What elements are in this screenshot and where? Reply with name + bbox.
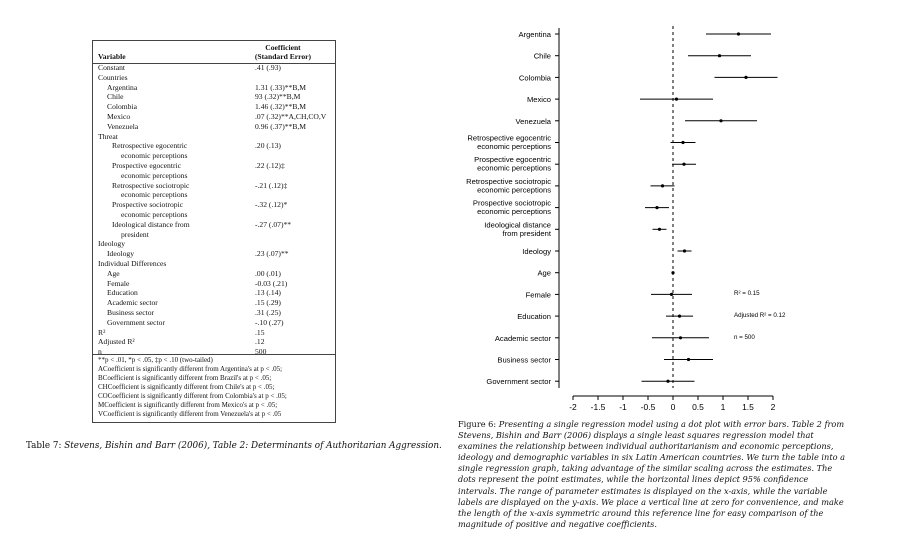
x-tick-label: 2: [770, 402, 776, 412]
y-axis-label: Business sector: [497, 355, 551, 365]
x-tick-label: 1.5: [742, 402, 754, 412]
row-label: Individual Differences: [98, 258, 167, 268]
table-row: [93, 132, 335, 142]
y-axis-label: Ideology: [522, 247, 551, 256]
y-axis-label: Age: [537, 268, 551, 278]
x-tick-label: -1: [619, 402, 627, 412]
row-coefficient: -0.03 (.21): [255, 278, 288, 288]
point-estimate: [655, 206, 658, 209]
coefficient-header-line2: (Standard Error): [254, 52, 312, 61]
point-estimate: [719, 119, 722, 122]
row-coefficient: .07 (.32)**A,CH,CO,V: [255, 111, 327, 121]
point-estimate: [687, 358, 690, 361]
row-label: Constant: [98, 63, 126, 72]
table-note: BCoefficient is significantly different from Brazil's at p < .05;: [98, 374, 272, 382]
table-row: [93, 249, 335, 259]
point-estimate: [718, 54, 721, 57]
y-axis-label: Retrospective egocentric: [467, 133, 551, 143]
y-axis-label: Prospective egocentric: [474, 155, 551, 165]
table-row: [93, 279, 335, 289]
row-coefficient: 1.46 (.32)**B,M: [255, 102, 307, 112]
row-label: Business sector: [107, 307, 155, 317]
row-coefficient: -.21 (.12)‡: [255, 180, 288, 190]
point-estimate: [675, 98, 678, 101]
row-label: economic perceptions: [121, 209, 188, 219]
row-label: Prospective sociotropic: [112, 200, 184, 210]
row-label: economic perceptions: [121, 151, 188, 161]
table-row: [93, 151, 335, 161]
point-estimate: [737, 32, 740, 35]
x-tick-label: -0.5: [640, 402, 656, 412]
row-label: Mexico: [107, 111, 131, 121]
table-note: COCoefficient is significantly different from Colombia's at p < .05;: [98, 392, 287, 400]
table-row: [93, 171, 335, 181]
figure-caption: [458, 419, 848, 530]
table-row: [93, 102, 335, 112]
row-label: Government sector: [107, 317, 165, 327]
table-note: VCoefficient is significantly different from Venezuela's at p < .05: [98, 410, 282, 418]
y-axis-label: Colombia: [518, 73, 551, 83]
row-coefficient: .22 (.12)‡: [255, 160, 285, 170]
table-notes: [93, 354, 335, 419]
row-label: Ideology: [98, 239, 125, 249]
y-axis-label: Ideological distance: [484, 220, 551, 230]
row-label: Venezuela: [107, 121, 139, 131]
table-note: ACoefficient is significantly different from Argentina's at p < .05;: [98, 365, 283, 373]
row-label: Academic sector: [107, 298, 158, 308]
y-axis-label: Female: [525, 290, 551, 300]
table-note: CHCoefficient is significantly different from Chile's at p < .05;: [98, 383, 275, 391]
row-label: Education: [107, 288, 138, 298]
row-coefficient: .31 (.25): [255, 307, 281, 317]
row-label: economic perceptions: [121, 170, 188, 180]
table-row: [93, 308, 335, 318]
x-tick-label: -2: [569, 402, 577, 412]
table-row: [93, 318, 335, 328]
dot-plot: [455, 24, 805, 424]
table-row: [93, 328, 335, 338]
row-label: Threat: [98, 131, 118, 141]
coefficient-header: [245, 43, 321, 61]
point-estimate: [682, 163, 685, 166]
row-coefficient: -.32 (.12)*: [255, 200, 288, 210]
row-coefficient: .15 (.29): [255, 298, 281, 308]
row-label: Argentina: [107, 82, 138, 92]
figure-caption-label: Figure 6:: [458, 419, 497, 429]
row-label: Retrospective egocentric: [112, 141, 188, 151]
point-estimate: [744, 76, 747, 79]
table-caption: [26, 441, 442, 451]
point-estimate: [681, 141, 684, 144]
y-axis-label: economic perceptions: [477, 207, 551, 217]
y-axis-label: Mexico: [526, 95, 551, 105]
row-coefficient: .15: [255, 327, 265, 337]
y-axis-label: Education: [517, 312, 551, 322]
table-caption-label: Table 7:: [26, 441, 62, 451]
point-estimate: [666, 380, 669, 383]
table-row: [93, 288, 335, 298]
fit-statistic: R² = 0.15: [734, 290, 760, 297]
row-label: Chile: [107, 92, 124, 102]
row-coefficient: .41 (.93): [255, 63, 281, 72]
y-axis-label: economic perceptions: [477, 185, 551, 195]
y-axis-label: economic perceptions: [477, 142, 551, 151]
point-estimate: [683, 249, 686, 252]
table-row: [93, 269, 335, 279]
point-estimate: [679, 336, 682, 339]
table-row: [93, 259, 335, 269]
table-row: [93, 63, 335, 73]
table-row: [93, 220, 335, 230]
y-axis-label: from president: [502, 228, 551, 238]
row-label: R²: [98, 327, 106, 337]
x-tick-label: 1: [720, 402, 726, 412]
table-row: [93, 337, 335, 347]
y-axis-label: Retrospective sociotropic: [466, 176, 551, 186]
table-row: [93, 210, 335, 220]
table-row: [93, 181, 335, 191]
row-coefficient: 500: [255, 347, 267, 357]
table-row: [93, 92, 335, 102]
row-label: Adjusted R²: [98, 337, 135, 347]
table-row: [93, 230, 335, 240]
table-row: [93, 161, 335, 171]
row-coefficient: -.27 (.07)**: [255, 219, 292, 229]
row-coefficient: 93 (.32)**B,M: [255, 92, 301, 102]
y-axis-label: Prospective sociotropic: [472, 198, 551, 208]
regression-table: [92, 40, 336, 423]
y-axis-label: Argentina: [518, 30, 551, 39]
point-estimate: [658, 228, 661, 231]
table-note: MCoefficient is significantly different from Mexico's at p < .05;: [98, 401, 278, 409]
table-row: [93, 122, 335, 132]
row-coefficient: 0.96 (.37)**B,M: [255, 121, 307, 131]
point-estimate: [670, 293, 673, 296]
row-label: Ideological distance from: [112, 219, 190, 229]
row-label: Female: [107, 278, 130, 288]
row-label: Colombia: [107, 102, 137, 112]
x-tick-label: 0: [670, 402, 676, 412]
row-coefficient: 1.31 (.33)**B,M: [255, 82, 307, 92]
y-axis-label: Academic sector: [494, 333, 551, 343]
y-axis-label: Venezuela: [515, 116, 551, 126]
table-header: [93, 41, 335, 64]
table-row: [93, 239, 335, 249]
table-row: [93, 141, 335, 151]
table-note: **p < .01, *p < .05, ‡p < .10 (two-tailed): [98, 356, 213, 364]
row-label: n: [98, 347, 102, 357]
y-axis-label: economic perceptions: [477, 163, 551, 173]
x-tick-label: 0.5: [692, 402, 704, 412]
row-coefficient: .23 (.07)**: [255, 249, 289, 259]
row-label: Ideology: [107, 249, 134, 259]
row-label: Retrospective sociotropic: [112, 180, 190, 190]
point-estimate: [661, 184, 664, 187]
coefficient-header-line1: Coefficient: [265, 43, 301, 52]
row-label: Prospective egocentric: [112, 160, 181, 170]
table-row: [93, 298, 335, 308]
variable-header: Variable: [98, 52, 126, 61]
row-coefficient: .12: [255, 337, 265, 347]
table-row: [93, 190, 335, 200]
row-label: Countries: [98, 72, 128, 82]
row-label: Age: [107, 268, 120, 278]
y-axis-label: Government sector: [486, 377, 551, 387]
figure-caption-text: Presenting a single regression model using a dot plot with error bars. Table 2 from Stevens, Bishin and Barr (2006) displays a single least squares regression model that examines the relationship between individual authoritarianism and economic perceptions, ideology and demographic variables in six Latin American countries. We turn the table into a single regression graph, taking advantage of the similar scaling across the estimates. The dots represent the point estimates, while the horizontal lines depict 95% confidence intervals. The range of parameter estimates is displayed on the x-axis, while the variable labels are displayed on the y-axis. We place a vertical line at zero for convenience, and make the length of the x-axis symmetric around this reference line for easy comparison of the magnitude of positive and negative coefficients.: [458, 419, 846, 529]
fit-statistic: Adjusted R² = 0.12: [734, 312, 786, 319]
row-label: president: [121, 229, 149, 239]
row-coefficient: .00 (.01): [255, 268, 281, 278]
table-row: [93, 83, 335, 93]
table-row: [93, 73, 335, 83]
table-body: [93, 63, 335, 357]
table-row: [93, 200, 335, 210]
row-coefficient: -.10 (.27): [255, 317, 284, 327]
x-tick-label: -1.5: [590, 402, 606, 412]
point-estimate: [671, 271, 674, 274]
point-estimate: [678, 315, 681, 318]
fit-statistic: n = 500: [734, 334, 755, 341]
y-axis-label: Chile: [533, 51, 551, 61]
row-coefficient: .13 (.14): [255, 288, 281, 298]
table-caption-text: Stevens, Bishin and Barr (2006), Table 2: Determinants of Authoritarian Aggression.: [64, 441, 442, 451]
table-row: [93, 112, 335, 122]
row-coefficient: .20 (.13): [255, 141, 281, 151]
row-label: economic perceptions: [121, 190, 188, 200]
